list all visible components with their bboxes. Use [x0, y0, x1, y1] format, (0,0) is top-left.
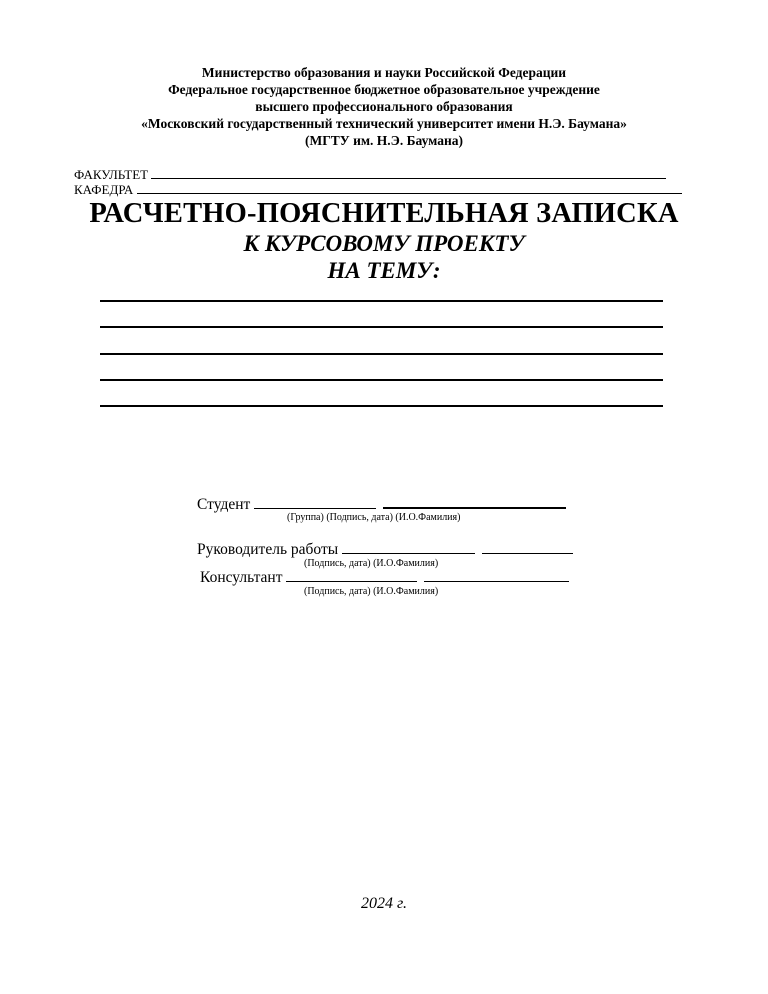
ministry-line: Министерство образования и науки Российской Федерации	[201, 65, 567, 80]
consultant-label: Консультант	[200, 569, 283, 586]
university-abbr-line: (МГТУ им. Н.Э. Баумана)	[304, 133, 464, 148]
supervisor-signature	[197, 540, 573, 559]
supervisor-name-blank	[482, 540, 573, 554]
student-name-blank	[383, 494, 566, 509]
year: 2024 г.	[360, 895, 408, 912]
faculty-label: ФАКУЛЬТЕТ	[74, 167, 149, 182]
consultant-signature	[200, 568, 569, 587]
topic-line	[100, 405, 663, 407]
faculty-blank	[151, 166, 666, 179]
education-level-line: высшего профессионального образования	[255, 99, 513, 114]
supervisor-label: Руководитель работы	[197, 541, 339, 558]
supervisor-sign-blank	[342, 540, 475, 554]
topic-line	[100, 326, 663, 328]
consultant-hint: (Подпись, дата) (И.О.Фамилия)	[304, 586, 439, 597]
student-hint: (Группа) (Подпись, дата) (И.О.Фамилия)	[287, 512, 461, 523]
institution-type-line: Федеральное государственное бюджетное образовательное учреждение	[168, 82, 600, 97]
topic-line	[100, 379, 663, 381]
topic-heading: НА ТЕМУ:	[327, 258, 441, 283]
student-group-blank	[254, 495, 376, 509]
topic-line	[100, 353, 663, 355]
consultant-name-blank	[424, 568, 569, 582]
institution-header	[0, 64, 768, 149]
document-title: РАСЧЕТНО-ПОЯСНИТЕЛЬНАЯ ЗАПИСКА	[89, 198, 679, 229]
document-subtitle: К КУРСОВОМУ ПРОЕКТУ	[243, 231, 525, 256]
department-field	[74, 181, 682, 197]
topic-line	[100, 300, 663, 302]
university-name-line: «Московский государственный технический университет имени Н.Э. Баумана»	[141, 116, 627, 131]
faculty-field	[74, 166, 666, 182]
student-signature	[197, 494, 566, 514]
department-blank	[137, 181, 682, 194]
student-label: Студент	[197, 496, 251, 513]
supervisor-hint: (Подпись, дата) (И.О.Фамилия)	[304, 558, 439, 569]
department-label: КАФЕДРА	[74, 182, 134, 197]
consultant-sign-blank	[286, 568, 417, 582]
